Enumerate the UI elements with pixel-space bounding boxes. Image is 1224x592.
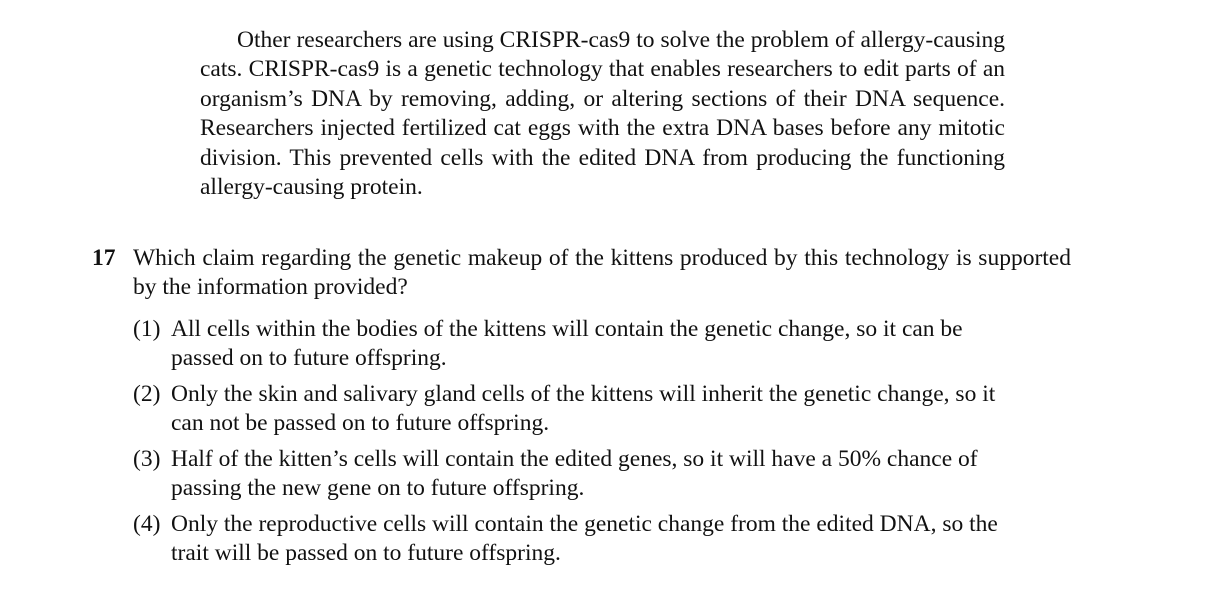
choice-number: (3) <box>133 446 161 472</box>
choice-text: Half of the kitten’s cells will contain the edited genes, so it will have a 50% chance of passing the new gene on to future offspring. <box>171 446 978 501</box>
choice-number: (1) <box>133 316 161 342</box>
question-number: 17 <box>92 245 116 271</box>
choice-number: (2) <box>133 381 161 407</box>
answer-choices <box>133 315 1013 575</box>
question-stem: Which claim regarding the genetic makeup of the kittens produced by this technology is supported by the information provided? <box>133 245 1071 300</box>
choice-text: Only the reproductive cells will contain the genetic change from the edited DNA, so the trait will be passed on to future offspring. <box>171 511 998 566</box>
answer-choice-4[interactable] <box>133 510 1003 575</box>
choice-number: (4) <box>133 511 161 537</box>
answer-choice-3[interactable] <box>133 445 1003 510</box>
answer-choice-1[interactable] <box>133 315 1003 380</box>
choice-text: All cells within the bodies of the kittens will contain the genetic change, so it can be passed on to future offspring. <box>171 316 963 371</box>
answer-choice-2[interactable] <box>133 380 1003 445</box>
choice-text: Only the skin and salivary gland cells of the kittens will inherit the genetic change, so it can not be passed on to future offspring. <box>171 381 996 436</box>
reading-passage: Other researchers are using CRISPR-cas9 to solve the problem of allergy-causing cats. CRISPR-cas9 is a genetic technology that enables researchers to edit parts of an organism’s DNA by removing, adding, or altering sections of their DNA sequence. Researchers injected fertilized cat eggs with the extra DNA bases before any mitotic division. This prevented cells with the edited DNA from producing the functioning allergy-causing protein. <box>200 27 1005 201</box>
